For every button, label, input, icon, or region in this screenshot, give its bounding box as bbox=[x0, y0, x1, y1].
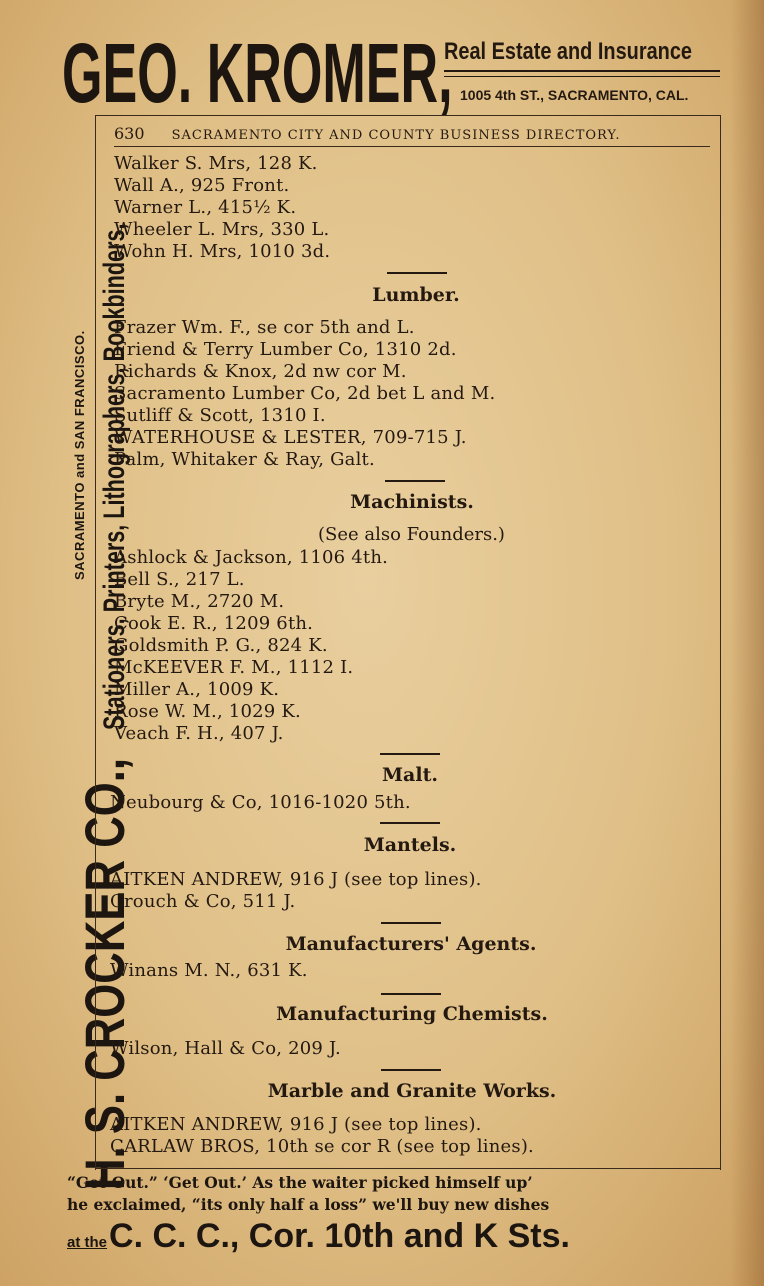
section-heading-mantels: Mantels. bbox=[363, 834, 457, 856]
running-head bbox=[114, 124, 710, 147]
list-item: Neubourg & Co, 1016-1020 5th. bbox=[110, 792, 411, 813]
list-item: McKEEVER F. M., 1112 I. bbox=[114, 657, 354, 678]
top-ad-tagline: Real Estate and Insurance bbox=[444, 38, 692, 65]
list-item: Bell S., 217 L. bbox=[114, 569, 245, 590]
list-item: Sacramento Lumber Co, 2d bet L and M. bbox=[114, 383, 496, 404]
list-item: Cook E. R., 1209 6th. bbox=[114, 613, 314, 634]
bottom-ad bbox=[67, 1172, 727, 1263]
bottom-ad-line: he exclaimed, “its only half a loss” we'll buy new dishes bbox=[67, 1195, 550, 1214]
list-item: Wall A., 925 Front. bbox=[114, 175, 290, 196]
top-ad-rule bbox=[444, 70, 720, 72]
list-item: WATERHOUSE & LESTER, 709-715 J. bbox=[114, 427, 467, 448]
section-rule bbox=[381, 922, 441, 924]
list-item: Winans M. N., 631 K. bbox=[110, 960, 308, 981]
list-item: Bryte M., 2720 M. bbox=[114, 591, 285, 612]
page-edge-shadow bbox=[730, 0, 764, 1286]
section-heading-lumber: Lumber. bbox=[372, 284, 460, 306]
section-rule bbox=[381, 993, 441, 995]
manufacturing-chemists-listing bbox=[110, 1038, 341, 1060]
bottom-ad-main: C. C. C., Cor. 10th and K Sts. bbox=[109, 1217, 570, 1255]
list-item: Friend & Terry Lumber Co, 1310 2d. bbox=[114, 339, 457, 360]
list-item: Wheeler L. Mrs, 330 L. bbox=[114, 219, 330, 240]
top-ad-rule bbox=[444, 76, 720, 77]
section-heading-manufacturers-agents: Manufacturers' Agents. bbox=[285, 933, 537, 955]
list-item: Sutliff & Scott, 1310 I. bbox=[114, 405, 326, 426]
top-ad-address: 1005 4th ST., SACRAMENTO, CAL. bbox=[460, 87, 689, 103]
list-item: CARLAW BROS, 10th se cor R (see top lines). bbox=[110, 1136, 534, 1157]
frame-border bbox=[720, 115, 721, 1170]
list-item: Ashlock & Jackson, 1106 4th. bbox=[114, 547, 389, 568]
frame-border bbox=[95, 115, 96, 1170]
directory-title: SACRAMENTO CITY AND COUNTY BUSINESS DIRECTORY. bbox=[171, 128, 621, 143]
list-item: Richards & Knox, 2d nw cor M. bbox=[114, 361, 407, 382]
list-item: AITKEN ANDREW, 916 J (see top lines). bbox=[110, 1114, 482, 1135]
machinists-listing bbox=[114, 547, 388, 745]
side-ad-cities: SACRAMENTO and SAN FRANCISCO. bbox=[72, 330, 87, 580]
section-heading-marble-granite: Marble and Granite Works. bbox=[267, 1080, 557, 1102]
section-rule bbox=[385, 480, 445, 482]
section-note: (See also Founders.) bbox=[318, 524, 505, 545]
section-heading-manufacturing-chemists: Manufacturing Chemists. bbox=[276, 1003, 548, 1025]
list-item: Miller A., 1009 K. bbox=[114, 679, 280, 700]
bottom-ad-prefix: at the bbox=[67, 1234, 108, 1251]
continued-listing bbox=[114, 153, 330, 263]
section-heading-machinists: Machinists. bbox=[350, 491, 474, 513]
side-ad-name: H. S. CROCKER CO., bbox=[73, 758, 136, 1190]
lumber-listing bbox=[114, 317, 495, 471]
list-item: Rose W. M., 1029 K. bbox=[114, 701, 301, 722]
list-item: Wohn H. Mrs, 1010 3d. bbox=[114, 241, 331, 262]
mantels-listing bbox=[110, 869, 482, 913]
section-rule bbox=[387, 272, 447, 274]
page-number: 630 bbox=[114, 124, 145, 143]
malt-listing bbox=[110, 792, 411, 814]
section-rule bbox=[381, 1069, 441, 1071]
list-item: Crouch & Co, 511 J. bbox=[110, 891, 296, 912]
list-item: AITKEN ANDREW, 916 J (see top lines). bbox=[110, 869, 482, 890]
list-item: Warner L., 415½ K. bbox=[114, 197, 297, 218]
section-heading-malt: Malt. bbox=[382, 764, 438, 786]
list-item: Goldsmith P. G., 824 K. bbox=[114, 635, 328, 656]
side-ad-trades: Stationers, Printers, Lithographers, Bookbinders, bbox=[98, 223, 131, 730]
list-item: Veach F. H., 407 J. bbox=[114, 723, 284, 744]
bottom-ad-line: “Get Out.” ‘Get Out.’ As the waiter picked himself up’ bbox=[67, 1173, 533, 1192]
list-item: Frazer Wm. F., se cor 5th and L. bbox=[114, 317, 415, 338]
list-item: Wilson, Hall & Co, 209 J. bbox=[110, 1038, 341, 1059]
frame-border bbox=[95, 115, 721, 116]
marble-granite-listing bbox=[110, 1114, 534, 1158]
list-item: Palm, Whitaker & Ray, Galt. bbox=[114, 449, 375, 470]
top-ad-name: GEO. KROMER, bbox=[62, 26, 453, 120]
section-rule bbox=[380, 822, 440, 824]
section-rule bbox=[380, 753, 440, 755]
bottom-ad-slogan bbox=[67, 1216, 727, 1263]
list-item: Walker S. Mrs, 128 K. bbox=[114, 153, 318, 174]
frame-border bbox=[95, 1168, 721, 1169]
manufacturers-agents-listing bbox=[110, 960, 308, 982]
